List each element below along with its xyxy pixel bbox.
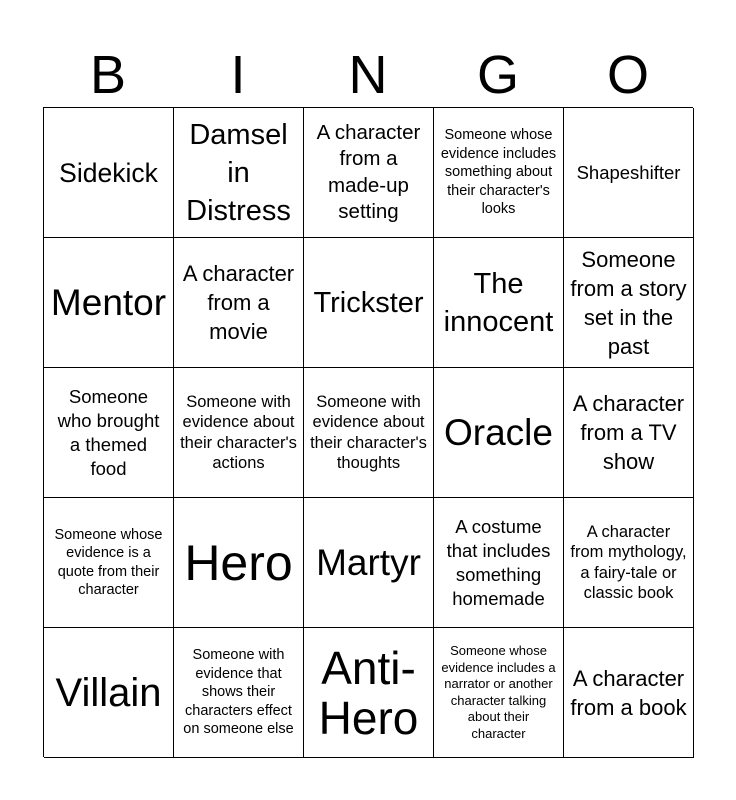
- bingo-cell-r1-c5: [564, 108, 694, 238]
- cell-label: A character from a movie: [182, 261, 295, 344]
- cell-label: Damsel in Distress: [186, 118, 291, 227]
- bingo-cell-r2-c5: [564, 238, 694, 368]
- header-letter-o: O: [606, 45, 649, 105]
- header-letter-i: I: [230, 45, 246, 105]
- bingo-cell-r1-c2: [174, 108, 304, 238]
- bingo-header: [43, 44, 693, 106]
- cell-label: Someone whose evidence is a quote from their character: [54, 526, 163, 598]
- cell-label: Sidekick: [59, 157, 158, 188]
- bingo-cell-r2-c4: [434, 238, 564, 368]
- bingo-cell-r5-c3: [304, 628, 434, 758]
- bingo-cell-r1-c3: [304, 108, 434, 238]
- bingo-cell-r2-c2: [174, 238, 304, 368]
- cell-label: The innocent: [443, 267, 554, 338]
- header-letter-n: N: [348, 45, 388, 105]
- bingo-cell-r1-c4: [434, 108, 564, 238]
- cell-label: Shapeshifter: [576, 161, 681, 183]
- cell-label: Trickster: [313, 286, 424, 319]
- cell-label: A character from a book: [570, 665, 687, 720]
- bingo-cell-r2-c3: [304, 238, 434, 368]
- bingo-cell-r4-c5: [564, 498, 694, 628]
- bingo-cell-r5-c1: [44, 628, 174, 758]
- bingo-cell-r3-c2: [174, 368, 304, 498]
- bingo-cell-r5-c2: [174, 628, 304, 758]
- cell-label: Oracle: [444, 411, 553, 453]
- bingo-cell-r5-c4: [434, 628, 564, 758]
- bingo-cell-r4-c1: [44, 498, 174, 628]
- bingo-cell-r5-c5: [564, 628, 694, 758]
- bingo-cell-r3-c1: [44, 368, 174, 498]
- cell-label: A character from a TV show: [572, 391, 685, 474]
- cell-label: A character from mythology, a fairy-tale or classic book: [570, 522, 687, 602]
- cell-label: Someone from a story set in the past: [570, 246, 687, 359]
- header-letter-g: G: [476, 45, 519, 105]
- cell-label: Hero: [184, 534, 293, 591]
- cell-label: Someone with evidence about their character's actions: [180, 392, 297, 472]
- cell-label: Villain: [55, 670, 162, 715]
- cell-label: Someone with evidence that shows their characters effect on someone else: [183, 647, 294, 738]
- bingo-board: [43, 107, 693, 757]
- cell-label: A costume that includes something homemade: [446, 515, 551, 609]
- cell-label: A character from a made-up setting: [316, 120, 421, 223]
- cell-label: Someone with evidence about their character's thoughts: [310, 392, 427, 472]
- bingo-cell-r2-c1: [44, 238, 174, 368]
- bingo-cell-r4-c3: [304, 498, 434, 628]
- cell-label: Mentor: [50, 281, 167, 323]
- cell-label: Someone whose evidence includes a narrator or another character talking about their character: [441, 643, 556, 741]
- bingo-cell-r4-c4: [434, 498, 564, 628]
- header-letter-b: B: [89, 45, 127, 105]
- cell-label: Someone who brought a themed food: [57, 385, 160, 479]
- bingo-cell-r3-c4: [434, 368, 564, 498]
- bingo-cell-r3-c3: [304, 368, 434, 498]
- bingo-cell-r1-c1: [44, 108, 174, 238]
- cell-label: Anti-Hero: [318, 641, 419, 744]
- bingo-cell-r3-c5: [564, 368, 694, 498]
- cell-label: Someone whose evidence includes something about their character's looks: [440, 127, 557, 218]
- cell-label: Martyr: [316, 541, 421, 583]
- bingo-cell-r4-c2: [174, 498, 304, 628]
